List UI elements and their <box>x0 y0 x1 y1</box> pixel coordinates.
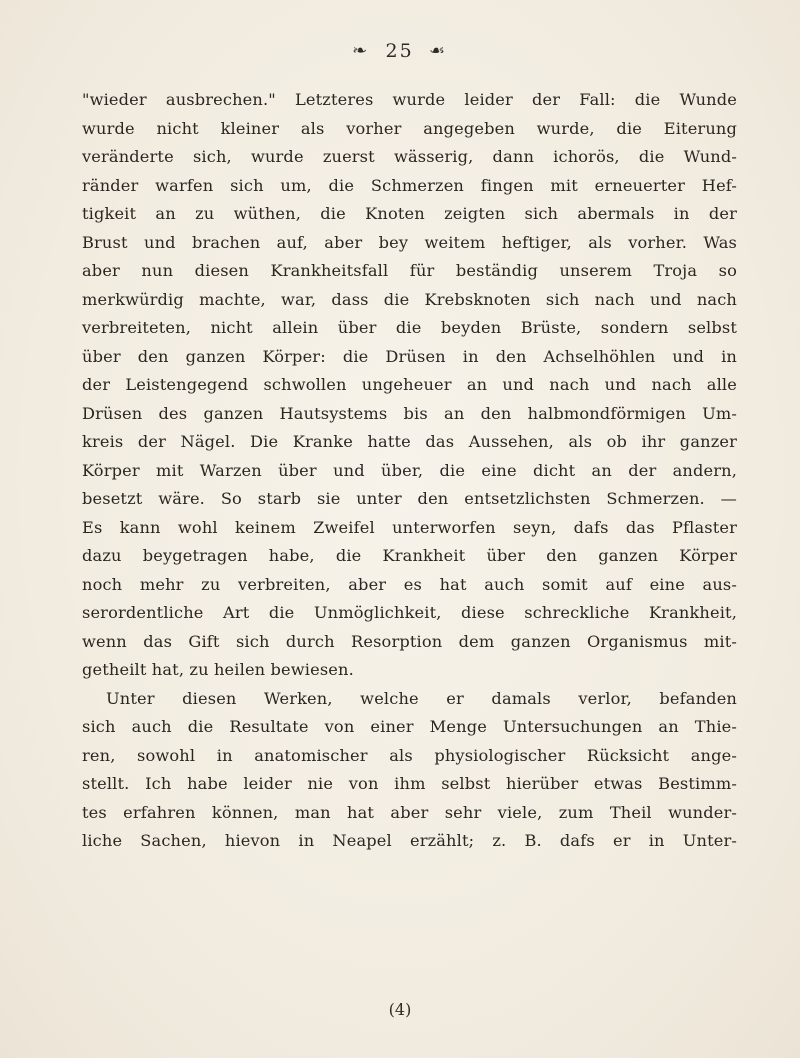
text-line: getheilt hat, zu heilen bewiesen. <box>82 660 354 679</box>
text-line: tigkeit an zu wüthen, die Knoten zeigten sich abermals in der <box>82 204 737 223</box>
text-line: ren, sowohl in anatomischer als physiologischer Rücksicht ange- <box>82 745 737 765</box>
text-line: über den ganzen Körper: die Drüsen in den Achselhöhlen und in <box>82 346 737 366</box>
text-line: aber nun diesen Krankheitsfall für beständig unserem Troja so <box>82 261 737 280</box>
text-line: ränder warfen sich um, die Schmerzen fingen mit erneuerter Hef- <box>82 175 737 195</box>
text-line: dazu beygetragen habe, die Krankheit über den ganzen Körper <box>82 546 737 565</box>
text-line: wurde nicht kleiner als vorher angegeben wurde, die Eiterung <box>82 118 737 138</box>
text-line: besetzt wäre. So starb sie unter den entsetzlichsten Schmerzen. — <box>82 489 737 508</box>
text-line: Körper mit Warzen über und über, die eine dicht an der andern, <box>82 460 737 480</box>
text-line: stellt. Ich habe leider nie von ihm selbst hierüber etwas Bestimm- <box>82 774 737 793</box>
text-line: veränderte sich, wurde zuerst wässerig, dann ichorös, die Wund- <box>82 147 737 166</box>
right-ornament-icon: ☙ <box>429 43 449 59</box>
text-line: "wieder ausbrechen." Letzteres wurde leider der Fall: die Wunde <box>82 90 737 109</box>
text-line: Unter diesen Werken, welche er damals verlor, befanden <box>106 688 737 708</box>
body-text <box>82 86 737 856</box>
page-header <box>0 40 800 62</box>
text-line: verbreiteten, nicht allein über die beyden Brüste, sondern selbst <box>82 318 737 337</box>
text-line: kreis der Nägel. Die Kranke hatte das Aussehen, als ob ihr ganzer <box>82 432 737 451</box>
text-line: sich auch die Resultate von einer Menge Untersuchungen an Thie- <box>82 717 737 736</box>
text-line: merkwürdig machte, war, dass die Krebsknoten sich nach und nach <box>82 289 737 309</box>
text-line: wenn das Gift sich durch Resorption dem ganzen Organismus mit- <box>82 631 737 651</box>
text-line: serordentliche Art die Unmöglichkeit, diese schreckliche Krankheit, <box>82 603 737 622</box>
page-number: 25 <box>385 40 414 62</box>
text-line: der Leistengegend schwollen ungeheuer an und nach und nach alle <box>82 375 737 394</box>
text-line: Drüsen des ganzen Hautsystems bis an den halbmondförmigen Um- <box>82 403 737 423</box>
text-line: tes erfahren können, man hat aber sehr viele, zum Theil wunder- <box>82 802 737 822</box>
signature-mark: (4) <box>388 1000 412 1019</box>
text-line: Brust und brachen auf, aber bey weitem heftiger, als vorher. Was <box>82 232 737 252</box>
text-line: noch mehr zu verbreiten, aber es hat auch somit auf eine aus- <box>82 574 737 594</box>
text-line: liche Sachen, hievon in Neapel erzählt; z. B. dafs er in Unter- <box>82 831 737 850</box>
text-line: Es kann wohl keinem Zweifel unterworfen seyn, dafs das Pflaster <box>82 517 737 537</box>
left-ornament-icon: ❧ <box>351 43 370 59</box>
